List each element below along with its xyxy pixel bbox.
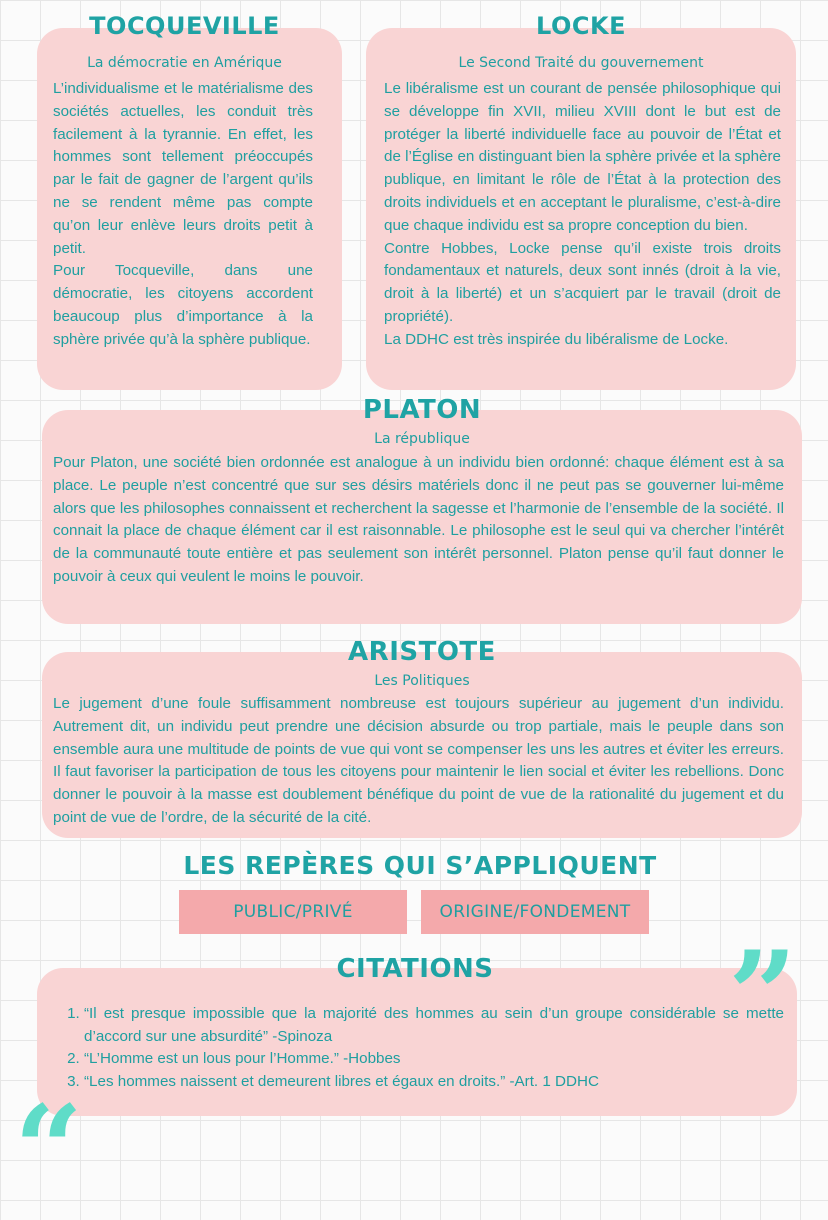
locke-paragraph: La DDHC est très inspirée du libéralisme de Locke. [384, 330, 729, 348]
aristote-text [53, 693, 784, 830]
tag-origine-fondement: ORIGINE/FONDEMENT [421, 890, 649, 934]
aristote-title: ARISTOTE [348, 637, 496, 667]
tocqueville-subtitle: La démocratie en Amérique [87, 55, 282, 71]
citations-title: CITATIONS [336, 954, 494, 984]
platon-title: PLATON [362, 395, 482, 425]
locke-text [384, 78, 781, 352]
tocqueville-paragraph: L’individualisme et le matérialisme des sociétés actuelles, les conduit très facilement à la tyrannie. En effet, les hommes sont tellement préoccupés par le fait de gagner de l’argent qu’ils ne se rendent même pas compte qu’on leur enlève leurs droits petit à petit. [53, 80, 313, 257]
locke-paragraph: Contre Hobbes, Locke pense qu’il existe trois droits fondamentaux et naturels, deux sont innés (droit à la vie, droit à la liberté) et un s’acquiert par le travail (droit de propriété). [384, 239, 781, 325]
close-quote-icon: ” [728, 925, 798, 1066]
tocqueville-title: TOCQUEVILLE [89, 12, 280, 40]
citation-item: 2. “L’Homme est un lous pour l’Homme.” -Hobbes [84, 1048, 784, 1071]
locke-paragraph: Le libéralisme est un courant de pensée philosophique qui se développe fin XVII, milieu XVIII dont le but est de protéger la liberté individuelle face au pouvoir de l’État et de l’Église en distinguant bien la sphère privée et la sphère publique, en limitant le rôle de l’État à la protection des droits individuels et en acceptant le pluralisme, c’est-à-dire que chaque individu est sa propre conception du bien. [384, 80, 781, 234]
tocqueville-paragraph: Pour Tocqueville, dans une démocratie, les citoyens accordent beaucoup plus d’importance à la sphère privée qu’à la sphère publique. [53, 262, 313, 348]
locke-title: LOCKE [536, 12, 626, 40]
tag-public-prive: PUBLIC/PRIVÉ [179, 890, 407, 934]
citation-item: 3. “Les hommes naissent et demeurent libres et égaux en droits.” -Art. 1 DDHC [84, 1071, 784, 1094]
tocqueville-text [53, 78, 313, 352]
open-quote-icon: “ [14, 1079, 84, 1220]
platon-subtitle: La république [374, 431, 470, 447]
citation-item: 1. “Il est presque impossible que la majorité des hommes au sein d’un groupe considérable se mette d’accord sur une absurdité” -Spinoza [84, 1003, 784, 1048]
aristote-subtitle: Les Politiques [374, 673, 470, 689]
platon-text [53, 452, 784, 589]
locke-subtitle: Le Second Traité du gouvernement [458, 55, 704, 71]
aristote-paragraph: Le jugement d’une foule suffisamment nombreuse est toujours supérieur au jugement d’un individu. Autrement dit, un individu peut prendre une décision absurde ou trop partiale, mais le peuple dans son ensemble aura une multitude de points de vue qui vont se compenser les uns les autres et éviter les erreurs. Il faut favoriser la participation de tous les citoyens pour maintenir le lien social et éviter les rebellions. Donc donner le pouvoir à la masse est doublement bénéfique du point de vue de la rationalité du jugement et du point de vue de l’ordre, de la sécurité de la cité. [53, 695, 784, 826]
citations-list [58, 1003, 784, 1093]
citations-text [58, 1003, 784, 1093]
platon-paragraph: Pour Platon, une société bien ordonnée est analogue à un individu bien ordonné: chaque élément est à sa place. Le peuple n’est concentré que sur ses désirs matériels donc il ne peut pas se gouverner lui-même alors que les philosophes connaissent et recherchent la sagesse et l’harmonie de l’ensemble de la société. Il connait la place de chaque élément car il est raisonnable. Le philosophe est le seul qui va chercher l’intérêt de la communauté toute entière et pas seulement son intérêt personnel. Platon pense qu’il faut donner le pouvoir à ceux qui veulent le moins le pouvoir. [53, 454, 784, 585]
reperes-title: LES REPÈRES QUI S’APPLIQUENT [183, 851, 657, 880]
